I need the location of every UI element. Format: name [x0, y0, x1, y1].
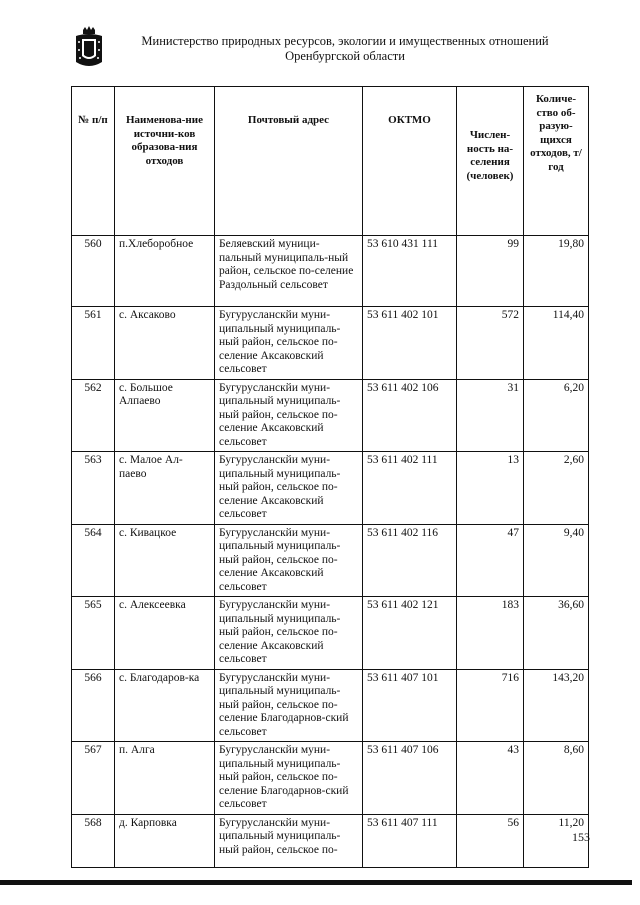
table-header-row	[72, 87, 589, 236]
postal-address: Бугурусланскйи муни-ципальный муниципаль-ный район, сельское по-селение Аксаковский сельсовет	[215, 597, 363, 670]
table-row	[72, 742, 589, 815]
row-number: 561	[72, 307, 115, 380]
postal-address: Бугурусланскйи муни-ципальный муниципаль-ный район, сельское по-селение Аксаковский сельсовет	[215, 524, 363, 597]
row-number: 564	[72, 524, 115, 597]
table-row	[72, 597, 589, 670]
source-name: с. Малое Ал-паево	[115, 452, 215, 525]
waste-amount: 8,60	[524, 742, 589, 815]
column-header-waste-amount: Количе-ство об-разую-щихся отходов, т/год	[524, 87, 589, 236]
document-header	[110, 34, 580, 64]
table-row	[72, 236, 589, 307]
waste-amount: 2,60	[524, 452, 589, 525]
waste-amount: 143,20	[524, 669, 589, 742]
waste-amount: 19,80	[524, 236, 589, 307]
waste-amount: 9,40	[524, 524, 589, 597]
population: 31	[457, 379, 524, 452]
bottom-divider	[0, 880, 632, 885]
column-header-source-name: Наименова-ние источни-ков образова-ния отходов	[115, 87, 215, 236]
table-row	[72, 379, 589, 452]
postal-address: Бугурусланскйи муни-ципальный муниципаль-ный район, сельское по-селение Благодарнов-ский сельсовет	[215, 669, 363, 742]
table-row	[72, 307, 589, 380]
postal-address: Бугурусланскйи муни-ципальный муниципаль-ный район, сельское по-	[215, 814, 363, 867]
oktmo-code: 53 611 407 111	[363, 814, 457, 867]
source-name: с. Аксаково	[115, 307, 215, 380]
oktmo-code: 53 611 402 111	[363, 452, 457, 525]
source-name: с. Кивацкое	[115, 524, 215, 597]
population: 47	[457, 524, 524, 597]
column-header-number: № п/п	[72, 87, 115, 236]
oktmo-code: 53 611 402 116	[363, 524, 457, 597]
row-number: 563	[72, 452, 115, 525]
postal-address: Бугурусланскйи муни-ципальный муниципаль-ный район, сельское по-селение Аксаковский сельсовет	[215, 307, 363, 380]
page-number: 153	[572, 830, 590, 844]
row-number: 568	[72, 814, 115, 867]
source-name: д. Карповка	[115, 814, 215, 867]
postal-address: Бугурусланскйи муни-ципальный муниципаль-ный район, сельское по-селение Благодарнов-ский сельсовет	[215, 742, 363, 815]
postal-address: Бугурусланскйи муни-ципальный муниципаль-ный район, сельское по-селение Аксаковский сельсовет	[215, 379, 363, 452]
oktmo-code: 53 611 402 101	[363, 307, 457, 380]
row-number: 562	[72, 379, 115, 452]
waste-amount: 11,20	[524, 814, 589, 867]
row-number: 565	[72, 597, 115, 670]
waste-amount: 36,60	[524, 597, 589, 670]
oktmo-code: 53 611 402 106	[363, 379, 457, 452]
source-name: п. Алга	[115, 742, 215, 815]
column-header-population: Числен-ность на-селения (человек)	[457, 87, 524, 236]
source-name: с. Алексеевка	[115, 597, 215, 670]
coat-of-arms-icon	[74, 26, 104, 70]
table-row	[72, 524, 589, 597]
oktmo-code: 53 611 407 106	[363, 742, 457, 815]
region-name: Оренбургской области	[285, 49, 405, 63]
population: 99	[457, 236, 524, 307]
waste-amount: 6,20	[524, 379, 589, 452]
oktmo-code: 53 610 431 111	[363, 236, 457, 307]
source-name: с. Большое Алпаево	[115, 379, 215, 452]
ministry-name: Министерство природных ресурсов, экологии и имущественных отношений	[141, 34, 549, 48]
population: 13	[457, 452, 524, 525]
row-number: 567	[72, 742, 115, 815]
source-name: с. Благодаров-ка	[115, 669, 215, 742]
table-row	[72, 814, 589, 867]
population: 183	[457, 597, 524, 670]
population: 716	[457, 669, 524, 742]
waste-amount: 114,40	[524, 307, 589, 380]
row-number: 566	[72, 669, 115, 742]
row-number: 560	[72, 236, 115, 307]
oktmo-code: 53 611 402 121	[363, 597, 457, 670]
population: 56	[457, 814, 524, 867]
column-header-address: Почтовый адрес	[215, 87, 363, 236]
population: 572	[457, 307, 524, 380]
oktmo-code: 53 611 407 101	[363, 669, 457, 742]
population: 43	[457, 742, 524, 815]
source-name: п.Хлеборобное	[115, 236, 215, 307]
column-header-oktmo: ОКТМО	[363, 87, 457, 236]
table-row	[72, 452, 589, 525]
table-row	[72, 669, 589, 742]
waste-sources-table	[71, 86, 589, 868]
postal-address: Бугурусланскйи муни-ципальный муниципаль-ный район, сельское по-селение Аксаковский сельсовет	[215, 452, 363, 525]
postal-address: Беляевский муници-пальный муниципаль-ный район, сельское по-селение Раздольный сельсовет	[215, 236, 363, 307]
